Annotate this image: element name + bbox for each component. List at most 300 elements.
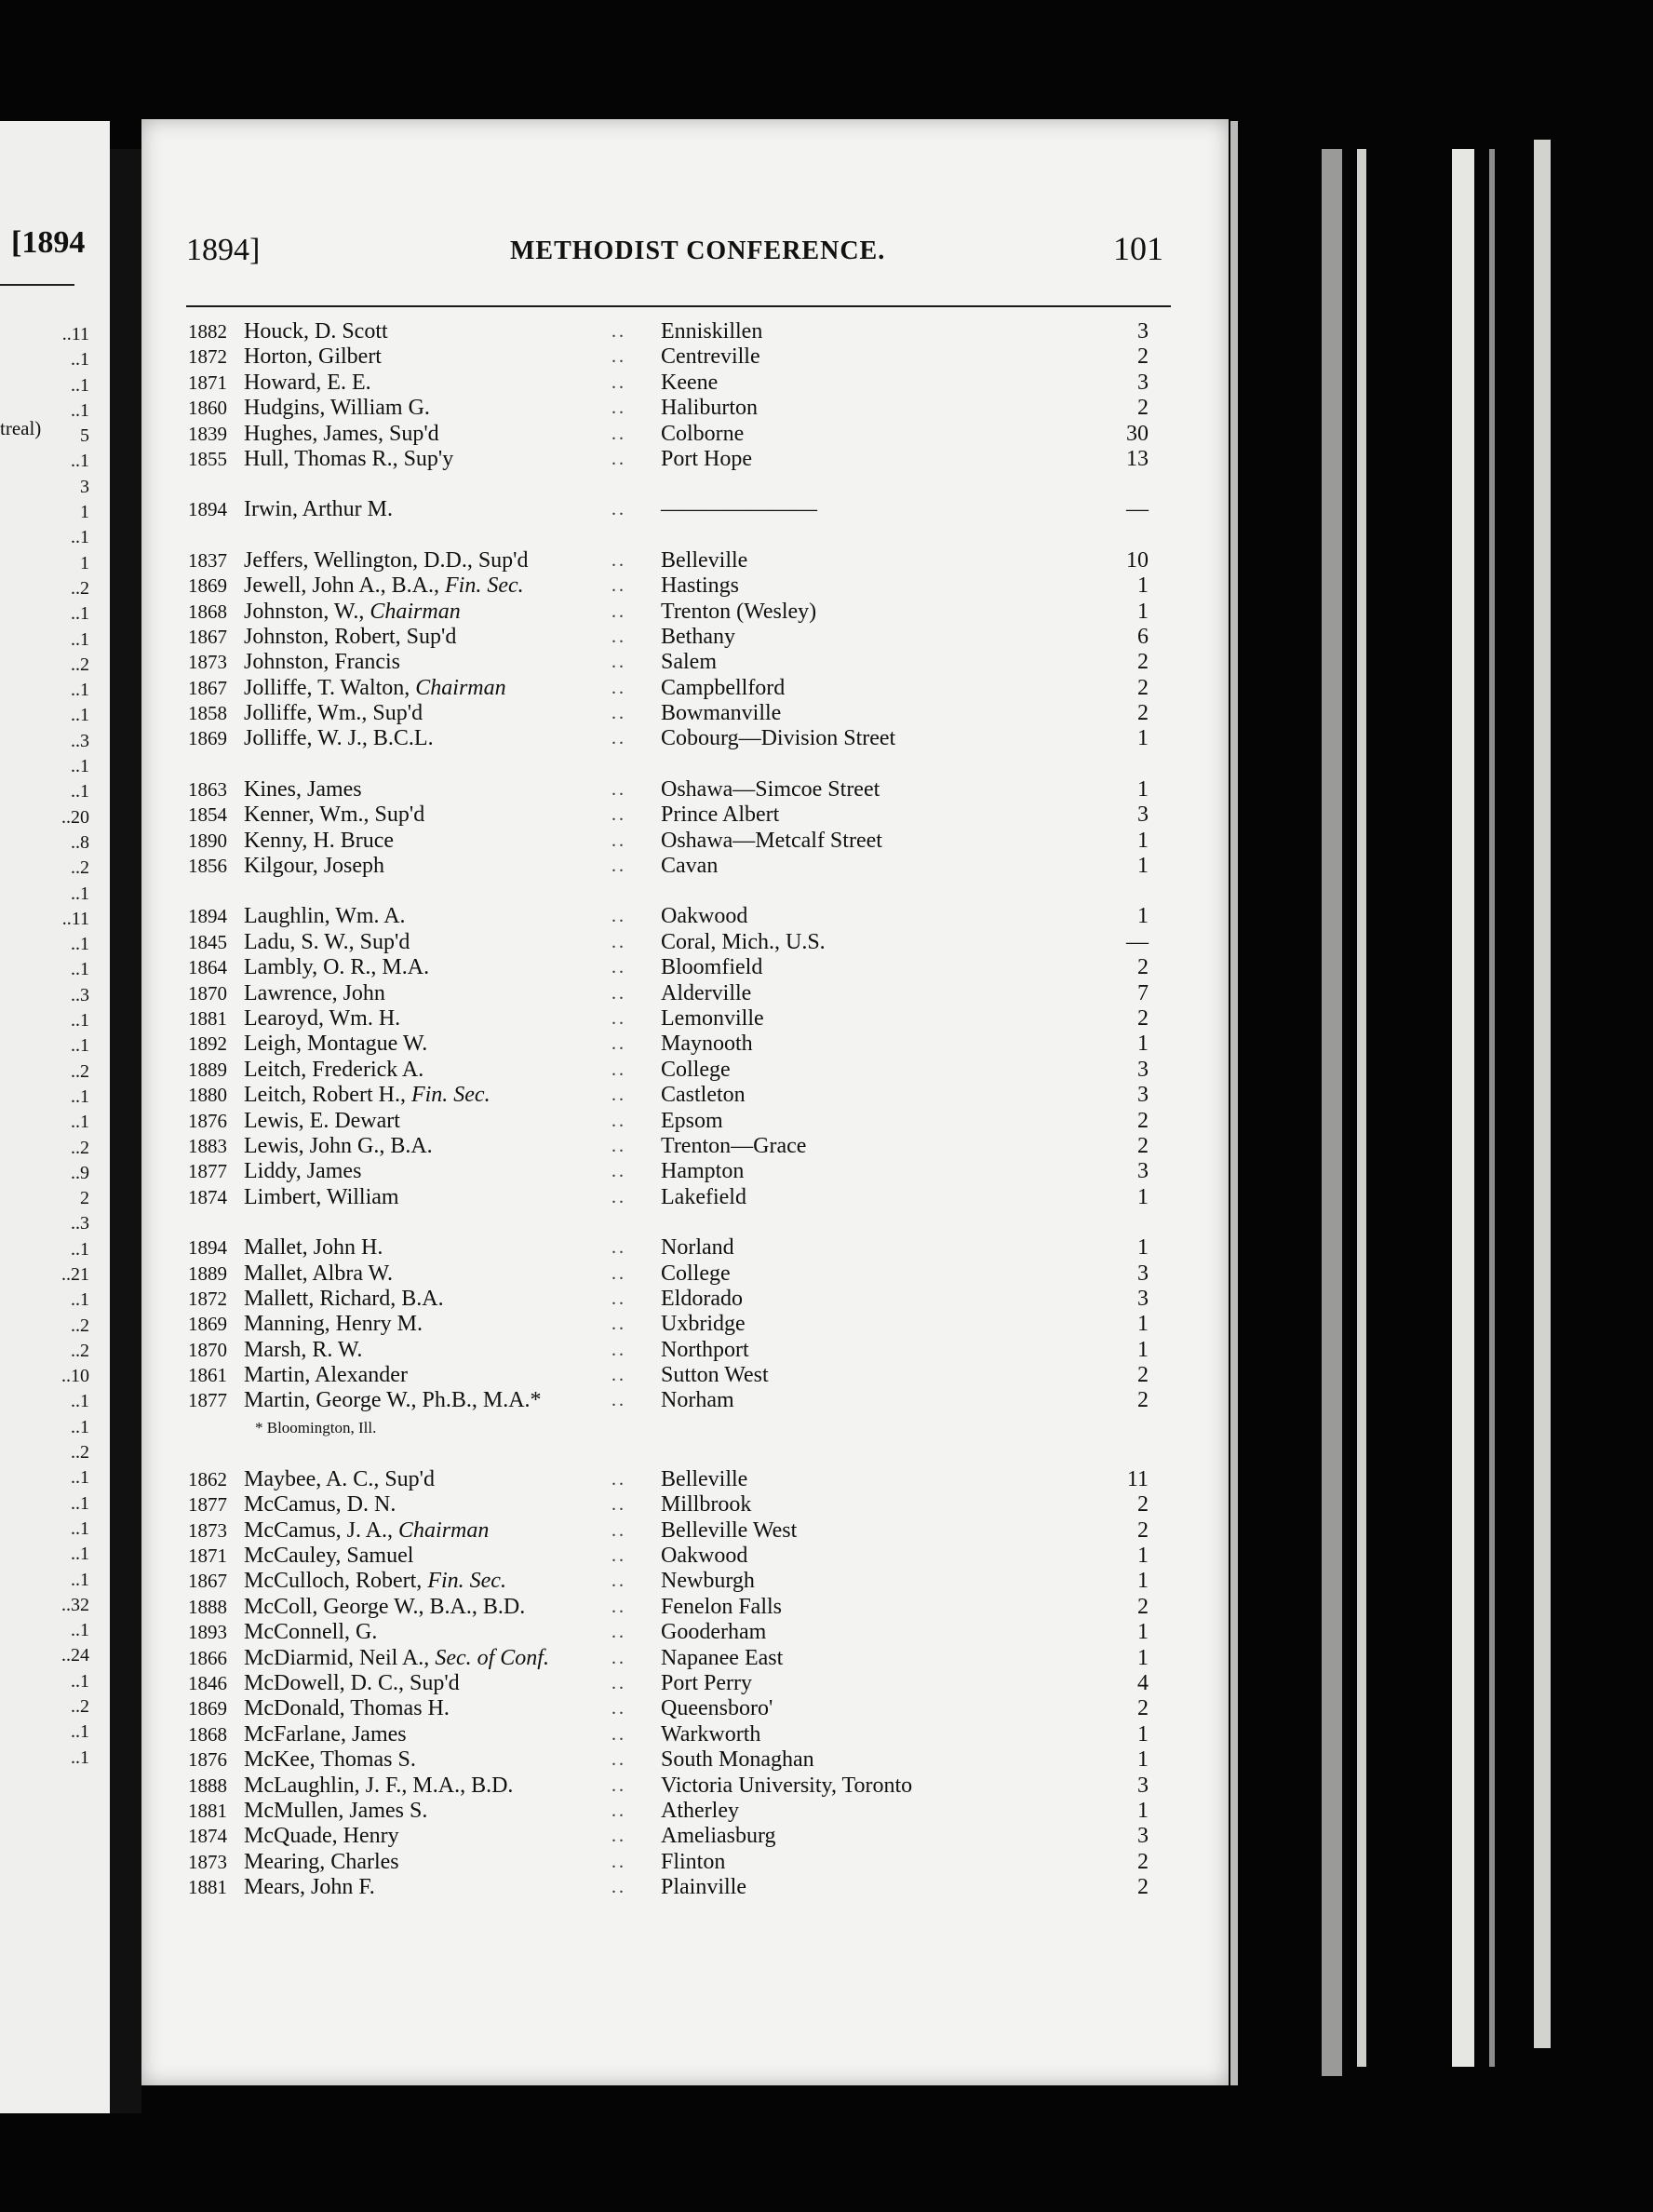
minister-row	[188, 573, 1193, 599]
minister-row	[188, 1159, 1193, 1184]
facing-page-number: ..2	[71, 1315, 89, 1336]
minister-name	[244, 1185, 399, 1210]
minister-name	[244, 829, 394, 854]
facing-page-number: ..1	[71, 603, 89, 625]
minister-row	[188, 447, 1193, 472]
years-count: 3	[1137, 1773, 1149, 1798]
entry-year: 1868	[188, 600, 227, 623]
years-count: 3	[1137, 319, 1149, 344]
leader-dots: ..	[611, 575, 626, 597]
station-name: Alderville	[661, 980, 752, 1005]
minister-name-text: Houck, D. Scott	[244, 319, 388, 344]
minister-row	[188, 600, 1193, 625]
facing-page-number: ..1	[71, 1391, 89, 1412]
leader-dots: ..	[611, 1468, 626, 1490]
entry-year: 1888	[188, 1774, 227, 1797]
minister-name	[244, 1875, 375, 1900]
years-count: 2	[1137, 1492, 1149, 1517]
years-count: 2	[1137, 344, 1149, 370]
years-count: 2	[1137, 650, 1149, 675]
leader-dots: ..	[611, 1877, 626, 1898]
minister-office: Chairman	[398, 1517, 490, 1543]
years-count: 2	[1137, 1388, 1149, 1413]
leader-dots: ..	[611, 1800, 626, 1821]
entry-year: 1889	[188, 1058, 227, 1081]
entry-group	[188, 904, 1193, 1210]
minister-row	[188, 1261, 1193, 1287]
entry-year: 1881	[188, 1799, 227, 1822]
station-name: Coral, Mich., U.S.	[661, 929, 826, 954]
station-name: Salem	[661, 650, 717, 675]
minister-office: Chairman	[415, 675, 506, 700]
entry-year: 1869	[188, 1697, 227, 1720]
years-count: 1	[1137, 726, 1149, 751]
entry-year: 1855	[188, 447, 227, 470]
minister-name	[244, 1006, 400, 1032]
entry-year: 1860	[188, 397, 227, 420]
station-name: Bowmanville	[661, 701, 782, 726]
leader-dots: ..	[611, 600, 626, 622]
leader-dots: ..	[611, 1698, 626, 1720]
minister-name	[244, 1388, 542, 1413]
entry-year: 1870	[188, 1338, 227, 1361]
minister-row	[188, 701, 1193, 726]
minister-row	[188, 396, 1193, 421]
station-name: Cavan	[661, 854, 719, 879]
leader-dots: ..	[611, 830, 626, 851]
facing-page-number: ..1	[71, 1112, 89, 1133]
leader-dots: ..	[611, 448, 626, 469]
page-edge	[1230, 121, 1238, 2085]
facing-page-number: ..1	[71, 1544, 89, 1565]
minister-name	[244, 726, 434, 751]
years-count: 1	[1137, 828, 1149, 853]
station-name: South Monaghan	[661, 1747, 814, 1773]
facing-page-number: ..1	[71, 680, 89, 701]
leader-dots: ..	[611, 804, 626, 826]
facing-page-number: ..24	[61, 1645, 89, 1666]
facing-page-rule	[0, 284, 74, 286]
minister-name	[244, 1312, 423, 1337]
leader-dots: ..	[611, 371, 626, 393]
minister-name	[244, 1671, 460, 1696]
minister-name	[244, 1774, 513, 1799]
minister-name-text: McKee, Thomas S.	[244, 1747, 416, 1773]
facing-page-number: ..1	[71, 1467, 89, 1489]
years-count: 1	[1137, 904, 1149, 929]
leader-dots: ..	[611, 1851, 626, 1872]
minister-name-text: Limbert, William	[244, 1184, 399, 1209]
station-name: Oakwood	[661, 1544, 748, 1569]
minister-name-text: Lewis, John G., B.A.	[244, 1133, 433, 1158]
entry-year: 1890	[188, 829, 227, 852]
entry-year: 1867	[188, 676, 227, 699]
leader-dots: ..	[611, 1059, 626, 1080]
leader-dots: ..	[611, 703, 626, 724]
minister-name	[244, 1620, 377, 1645]
station-name: Plainville	[661, 1875, 746, 1900]
facing-page-number: ..3	[71, 1213, 89, 1234]
years-count: 1	[1137, 1235, 1149, 1261]
facing-page-number: 2	[80, 1188, 89, 1209]
years-count: 30	[1126, 421, 1149, 446]
years-count: 3	[1137, 1057, 1149, 1082]
minister-row	[188, 548, 1193, 573]
minister-row	[188, 1467, 1193, 1492]
years-count: 2	[1137, 701, 1149, 726]
minister-row	[188, 1595, 1193, 1620]
entry-year: 1892	[188, 1032, 227, 1056]
station-name: Fenelon Falls	[661, 1594, 782, 1619]
minister-name	[244, 1363, 408, 1388]
minister-name	[244, 497, 393, 522]
minister-row	[188, 1083, 1193, 1108]
facing-page-number: ..9	[71, 1162, 89, 1183]
years-count: 2	[1137, 1696, 1149, 1721]
facing-page-number: ..1	[71, 756, 89, 777]
minister-name	[244, 1492, 396, 1517]
leader-dots: ..	[611, 1007, 626, 1029]
minister-row	[188, 1006, 1193, 1032]
leader-dots: ..	[611, 1186, 626, 1207]
minister-name-text: Leitch, Robert H.,	[244, 1083, 411, 1108]
minister-name-text: Jolliffe, Wm., Sup'd	[244, 701, 423, 726]
station-name: Centreville	[661, 344, 760, 370]
minister-name-text: Manning, Henry M.	[244, 1312, 423, 1337]
years-count: 1	[1137, 599, 1149, 624]
leader-dots: ..	[611, 677, 626, 698]
leader-dots: ..	[611, 1774, 626, 1796]
facing-page-number: ..1	[71, 374, 89, 396]
minister-row	[188, 1185, 1193, 1210]
entry-year: 1873	[188, 1518, 227, 1542]
years-count: 2	[1137, 1005, 1149, 1031]
facing-page-number: ..8	[71, 831, 89, 853]
entry-year: 1876	[188, 1109, 227, 1132]
entry-year: 1837	[188, 548, 227, 572]
book-gutter	[110, 149, 141, 2113]
minister-name	[244, 930, 410, 955]
minister-name-text: Martin, Alexander	[244, 1363, 408, 1388]
minister-name	[244, 1595, 525, 1620]
entry-year: 1881	[188, 1006, 227, 1030]
entry-year: 1881	[188, 1876, 227, 1899]
minister-name-text: McFarlane, James	[244, 1721, 407, 1747]
minister-name	[244, 1696, 450, 1721]
entry-year: 1864	[188, 956, 227, 979]
leader-dots: ..	[611, 499, 626, 520]
entry-year: 1856	[188, 855, 227, 878]
minister-name-text: Liddy, James	[244, 1159, 362, 1184]
entry-year: 1889	[188, 1261, 227, 1285]
station-name: Campbellford	[661, 675, 786, 700]
facing-page-number: ..3	[71, 730, 89, 751]
station-name: Napanee East	[661, 1645, 784, 1670]
leader-dots: ..	[611, 1647, 626, 1668]
minister-row	[188, 1134, 1193, 1159]
minister-name-text: Jolliffe, W. J., B.C.L.	[244, 726, 434, 751]
facing-page-number: ..1	[71, 1492, 89, 1514]
minister-name	[244, 1747, 416, 1773]
minister-row	[188, 676, 1193, 701]
station-name: Warkworth	[661, 1721, 761, 1747]
years-count: 1	[1137, 1569, 1149, 1594]
facing-page-number: ..1	[71, 1035, 89, 1057]
minister-name-text: McDiarmid, Neil A.,	[244, 1645, 436, 1670]
minister-row	[188, 1850, 1193, 1875]
header-title: METHODIST CONFERENCE.	[510, 236, 886, 265]
years-count: 3	[1137, 1824, 1149, 1849]
station-name: Oakwood	[661, 904, 748, 929]
entry-year: 1869	[188, 574, 227, 598]
station-name: Newburgh	[661, 1569, 755, 1594]
years-count: 2	[1137, 396, 1149, 421]
facing-page-number: ..1	[71, 527, 89, 548]
minister-name	[244, 1850, 399, 1875]
minister-row	[188, 625, 1193, 650]
entry-year: 1872	[188, 1287, 227, 1310]
minister-name	[244, 1722, 407, 1747]
minister-name-text: Horton, Gilbert	[244, 344, 382, 370]
station-name: Enniskillen	[661, 319, 763, 344]
leader-dots: ..	[611, 1314, 626, 1335]
minister-row	[188, 1824, 1193, 1849]
page-edge	[1452, 149, 1474, 2067]
minister-name	[244, 701, 423, 726]
station-name: Hampton	[661, 1159, 745, 1184]
book-page	[141, 119, 1229, 2085]
minister-row	[188, 497, 1193, 522]
facing-page-header: [1894	[11, 225, 86, 260]
years-count: 1	[1137, 1747, 1149, 1773]
facing-page-number: ..1	[71, 1517, 89, 1539]
facing-page-number: ..1	[71, 959, 89, 980]
years-count: 2	[1137, 675, 1149, 700]
minister-name	[244, 650, 400, 675]
leader-dots: ..	[611, 1339, 626, 1360]
years-count: 7	[1137, 980, 1149, 1005]
entry-year: 1873	[188, 1850, 227, 1873]
entry-group	[188, 497, 1193, 522]
leader-dots: ..	[611, 1390, 626, 1411]
minister-name	[244, 1799, 427, 1824]
facing-page-number: ..21	[61, 1263, 89, 1285]
leader-dots: ..	[611, 1135, 626, 1156]
minister-name-text: Jewell, John A., B.A.,	[244, 573, 445, 599]
entry-year: 1876	[188, 1748, 227, 1772]
minister-name	[244, 1261, 393, 1287]
entry-year: 1880	[188, 1084, 227, 1107]
leader-dots: ..	[611, 1365, 626, 1386]
facing-page-number: ..1	[71, 705, 89, 726]
minister-name-text: Kenner, Wm., Sup'd	[244, 803, 425, 828]
leader-dots: ..	[611, 1262, 626, 1284]
ministers-list	[188, 319, 1193, 1925]
station-name: Belleville	[661, 547, 748, 573]
station-name: Bloomfield	[661, 955, 763, 980]
years-count: 1	[1137, 1184, 1149, 1209]
minister-name	[244, 955, 429, 980]
facing-page-fragment: treal)	[0, 417, 42, 439]
entry-year: 1846	[188, 1671, 227, 1694]
minister-row	[188, 1388, 1193, 1413]
facing-page-number: 5	[80, 425, 89, 447]
minister-name-text: Learoyd, Wm. H.	[244, 1005, 401, 1031]
years-count: 1	[1137, 573, 1149, 599]
leader-dots: ..	[611, 1545, 626, 1567]
minister-name-text: Hull, Thomas R., Sup'y	[244, 446, 454, 471]
station-name: Trenton—Grace	[661, 1133, 807, 1158]
entry-year: 1869	[188, 727, 227, 750]
facing-page-number: ..1	[71, 1086, 89, 1107]
minister-name-text: McLaughlin, J. F., M.A., B.D.	[244, 1773, 514, 1798]
entry-year: 1870	[188, 981, 227, 1005]
years-count: 2	[1137, 1133, 1149, 1158]
station-name: Belleville	[661, 1466, 748, 1491]
leader-dots: ..	[611, 652, 626, 673]
station-name: Cobourg—Division Street	[661, 726, 896, 751]
minister-row	[188, 726, 1193, 751]
minister-row	[188, 1875, 1193, 1900]
leader-dots: ..	[611, 1033, 626, 1055]
entry-year: 1866	[188, 1646, 227, 1669]
minister-name	[244, 1109, 400, 1134]
facing-page-number: ..1	[71, 781, 89, 803]
years-count: 1	[1137, 1620, 1149, 1645]
years-count: 1	[1137, 1312, 1149, 1337]
minister-row	[188, 1747, 1193, 1773]
years-count: 2	[1137, 1517, 1149, 1543]
minister-row	[188, 319, 1193, 344]
minister-row	[188, 930, 1193, 955]
minister-name-text: Lewis, E. Dewart	[244, 1108, 400, 1133]
minister-row	[188, 1696, 1193, 1721]
footnote: * Bloomington, Ill.	[255, 1418, 377, 1436]
station-name: ———————	[661, 497, 817, 522]
facing-page-number: ..20	[61, 806, 89, 828]
entry-year: 1839	[188, 422, 227, 445]
facing-page-number: ..32	[61, 1594, 89, 1615]
minister-name-text: Howard, E. E.	[244, 370, 371, 395]
page-edge	[1489, 149, 1495, 2067]
station-name: Port Hope	[661, 446, 752, 471]
entry-year: 1883	[188, 1134, 227, 1157]
leader-dots: ..	[611, 626, 626, 647]
minister-name	[244, 600, 461, 625]
minister-name-text: Kilgour, Joseph	[244, 854, 385, 879]
entry-year: 1894	[188, 498, 227, 521]
minister-name-text: McConnell, G.	[244, 1620, 378, 1645]
minister-name-text: McMullen, James S.	[244, 1798, 428, 1823]
years-count: 6	[1137, 624, 1149, 649]
minister-name-text: Mallet, Albra W.	[244, 1261, 393, 1286]
station-name: Belleville West	[661, 1517, 798, 1543]
facing-page-number: ..2	[71, 1442, 89, 1463]
leader-dots: ..	[611, 778, 626, 800]
facing-page-number: ..3	[71, 984, 89, 1005]
minister-name	[244, 803, 424, 828]
facing-page-number: ..2	[71, 1340, 89, 1361]
page-header	[186, 229, 1182, 274]
leader-dots: ..	[611, 1161, 626, 1182]
minister-row	[188, 1312, 1193, 1337]
leader-dots: ..	[611, 1826, 626, 1847]
minister-name	[244, 1159, 361, 1184]
minister-name	[244, 447, 453, 472]
facing-page-number: ..1	[71, 349, 89, 371]
station-name: Maynooth	[661, 1032, 753, 1057]
page-number: 101	[1113, 230, 1163, 267]
years-count: 1	[1137, 776, 1149, 802]
years-count: 1	[1137, 1721, 1149, 1747]
facing-page-number: ..1	[71, 1238, 89, 1260]
leader-dots: ..	[611, 1622, 626, 1643]
station-name: Oshawa—Metcalf Street	[661, 828, 882, 853]
entry-year: 1872	[188, 345, 227, 369]
leader-dots: ..	[611, 1237, 626, 1259]
station-name: Flinton	[661, 1849, 726, 1874]
minister-name	[244, 1544, 413, 1569]
entry-year: 1874	[188, 1185, 227, 1208]
minister-row	[188, 1620, 1193, 1645]
leader-dots: ..	[611, 398, 626, 419]
minister-name-text: Ladu, S. W., Sup'd	[244, 929, 410, 954]
entry-group	[188, 777, 1193, 880]
minister-name	[244, 854, 384, 879]
years-count: 1	[1137, 1645, 1149, 1670]
leader-dots: ..	[611, 1494, 626, 1516]
years-count: 2	[1137, 1849, 1149, 1874]
facing-page-number: ..2	[71, 1137, 89, 1158]
minister-row	[188, 1646, 1193, 1671]
minister-row	[188, 1492, 1193, 1517]
station-name: Colborne	[661, 421, 745, 446]
years-count: 3	[1137, 1286, 1149, 1311]
page-edge	[1322, 149, 1342, 2076]
minister-row	[188, 1235, 1193, 1261]
entry-year: 1873	[188, 651, 227, 674]
leader-dots: ..	[611, 906, 626, 927]
leader-dots: ..	[611, 423, 626, 444]
leader-dots: ..	[611, 321, 626, 342]
station-name: Lemonville	[661, 1005, 764, 1031]
facing-page-number: ..1	[71, 1416, 89, 1437]
entry-year: 1871	[188, 371, 227, 394]
minister-name	[244, 981, 385, 1006]
station-name: Northport	[661, 1337, 749, 1362]
facing-page-number: ..1	[71, 1747, 89, 1768]
minister-name	[244, 548, 528, 573]
facing-page-number: ..2	[71, 857, 89, 879]
minister-name-text: Kenny, H. Bruce	[244, 828, 395, 853]
station-name: Hastings	[661, 573, 739, 599]
entry-year: 1854	[188, 803, 227, 827]
minister-row	[188, 829, 1193, 854]
minister-name	[244, 344, 382, 370]
station-name: Trenton (Wesley)	[661, 599, 817, 624]
minister-name-text: Jeffers, Wellington, D.D., Sup'd	[244, 547, 529, 573]
entry-year: 1862	[188, 1467, 227, 1490]
minister-name	[244, 1646, 549, 1671]
minister-name-text: Laughlin, Wm. A.	[244, 904, 406, 929]
minister-name-text: McDowell, D. C., Sup'd	[244, 1670, 460, 1695]
minister-name-text: Martin, George W., Ph.B., M.A.*	[244, 1388, 542, 1413]
facing-page-number: 1	[80, 552, 89, 573]
entry-year: 1868	[188, 1722, 227, 1746]
facing-page-number: ..1	[71, 1670, 89, 1692]
leader-dots: ..	[611, 1110, 626, 1131]
station-name: Haliburton	[661, 396, 758, 421]
